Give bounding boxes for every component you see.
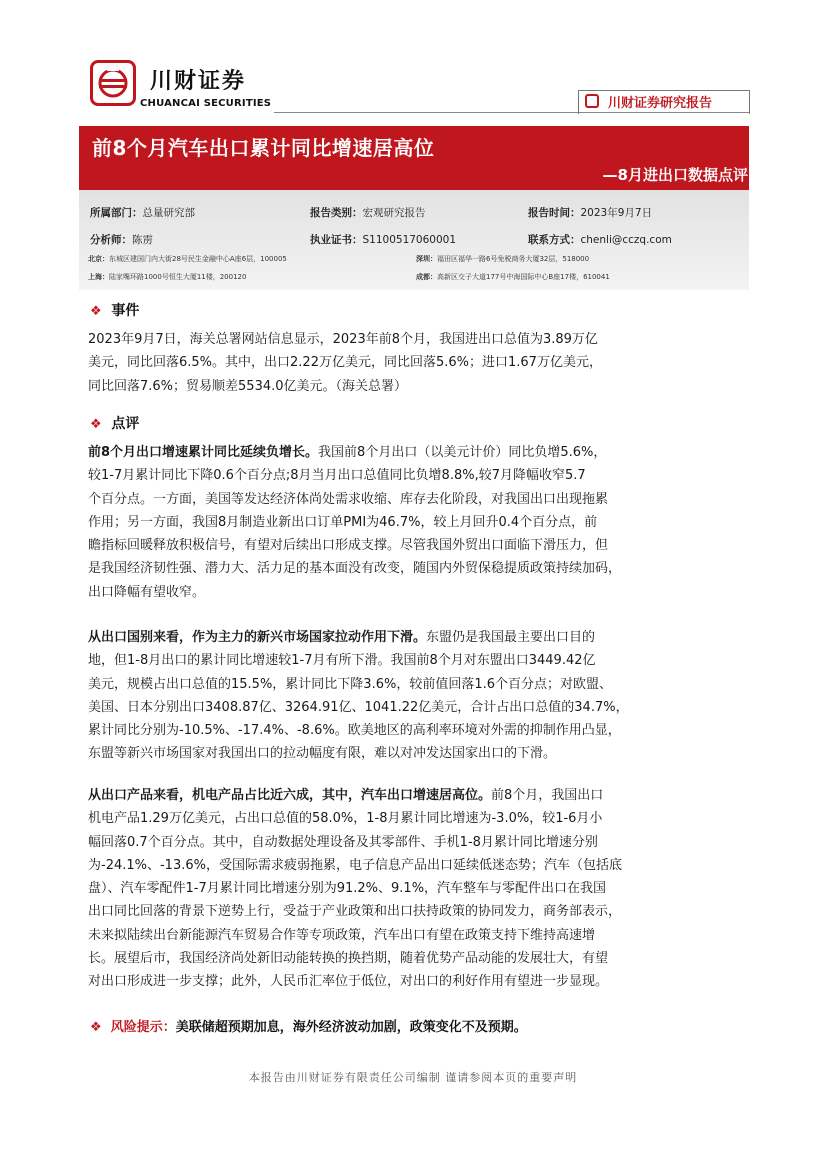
text-line: 美国、日本分别出口3408.87亿、3264.91亿、1041.22亿美元，合计占出口总值的34.7%， bbox=[88, 699, 629, 715]
meta-type: 报告类别：宏观研究报告 bbox=[310, 207, 426, 219]
comment-paragraph-1 bbox=[88, 441, 750, 604]
diamond-bullet-icon: ❖ bbox=[90, 1020, 102, 1035]
meta-analyst: 分析师：陈雳 bbox=[90, 234, 153, 246]
text-line: 幅回落0.7个百分点。其中，自动数据处理设备及其零部件、手机1-8月累计同比增速分别 bbox=[88, 834, 598, 850]
meta-contact: 联系方式：chenli@cczq.com bbox=[528, 234, 672, 246]
report-title: 前8个月汽车出口累计同比增速居高位 bbox=[92, 136, 435, 160]
diamond-bullet-icon: ❖ bbox=[90, 304, 102, 319]
risk-warning: ❖ 风险提示：美联储超预期加息，海外经济波动加剧，政策变化不及预期。 bbox=[90, 1020, 527, 1035]
text-line: 未来拟陆续出台新能源汽车贸易合作等专项政策，汽车出口有望在政策支持下维持高速增 bbox=[88, 927, 596, 943]
report-brand-title: 川财证券研究报告 bbox=[608, 96, 713, 111]
address-beijing: 北京：东城区建国门内大街28号民生金融中心A座6层，100005 bbox=[88, 255, 287, 263]
page-footer: 本报告由川财证券有限责任公司编制 谨请参阅本页的重要声明 bbox=[248, 1071, 578, 1084]
text-line: 从出口国别来看，作为主力的新兴市场国家拉动作用下滑。东盟仍是我国最主要出口目的 bbox=[88, 630, 596, 645]
text-line: 作用；另一方面，我国8月制造业新出口订单PMI为46.7%，较上月回升0.4个百分点，前 bbox=[88, 514, 598, 530]
meta-cert: 执业证书：S1100517060001 bbox=[310, 234, 457, 246]
comment-heading: ❖ 点评 bbox=[90, 416, 140, 432]
report-subtitle: —8月进出口数据点评 bbox=[602, 166, 748, 184]
text-line: 美元，同比回落6.5%。其中，出口2.22万亿美元，同比回落5.6%；进口1.67万亿美元， bbox=[88, 355, 602, 371]
address-shanghai: 上海：陆家嘴环路1000号恒生大厦11楼，200120 bbox=[88, 273, 247, 281]
event-heading: ❖ 事件 bbox=[90, 303, 140, 319]
comment-paragraph-2 bbox=[88, 626, 750, 766]
comment-paragraph-3 bbox=[88, 784, 750, 994]
meta-time: 报告时间：2023年9月7日 bbox=[528, 207, 653, 219]
event-paragraph bbox=[88, 328, 750, 398]
text-line: 累计同比分别为-10.5%、-17.4%、-8.6%。欧美地区的高利率环境对外需的抑制作用凸显， bbox=[88, 723, 621, 739]
text-line: 出口同比回落的背景下逆势上行，受益于产业政策和出口扶持政策的协同发力，商务部表示， bbox=[88, 904, 622, 920]
text-line: 机电产品1.29万亿美元，占出口总值的58.0%，1-8月累计同比增速为-3.0%，较1-6月小 bbox=[88, 811, 603, 827]
logo-chinese-name: 川财证券 bbox=[150, 69, 247, 94]
text-line: 盘）、汽车零配件1-7月累计同比增速分别为91.2%、9.1%，汽车整车与零配件出口在我国 bbox=[88, 881, 607, 897]
meta-dept: 所属部门：总量研究部 bbox=[90, 207, 195, 219]
text-line: 出口降幅有望收窄。 bbox=[88, 584, 206, 600]
text-line: 较1-7月累计同比下降0.6个百分点;8月当月出口总值同比负增8.8%,较7月降幅收窄5.7 bbox=[88, 468, 586, 484]
brand-mark-icon bbox=[585, 94, 599, 108]
address-chengdu: 成都：高新区交子大道177号中海国际中心B座17楼，610041 bbox=[416, 273, 610, 281]
diamond-bullet-icon: ❖ bbox=[90, 417, 102, 432]
text-line: 同比回落7.6%；贸易顺差5534.0亿美元。（海关总署） bbox=[88, 378, 408, 394]
text-line: 东盟等新兴市场国家对我国出口的拉动幅度有限，难以对冲发达国家出口的下滑。 bbox=[88, 746, 557, 762]
text-line: 瞻指标回暖释放积极信号，有望对后续出口形成支撑。尽管我国外贸出口面临下滑压力，但 bbox=[88, 538, 609, 554]
company-logo-icon bbox=[90, 60, 136, 106]
logo-english-name: CHUANCAI SECURITIES bbox=[140, 98, 272, 109]
text-line: 地，但1-8月出口的累计同比增速较1-7月有所下滑。我国前8个月对东盟出口3449.42亿 bbox=[88, 653, 596, 669]
text-line: 是我国经济韧性强、潜力大、活力足的基本面没有改变，随国内外贸保稳提质政策持续加码， bbox=[88, 561, 622, 577]
text-line: 从出口产品来看，机电产品占比近六成，其中，汽车出口增速居高位。前8个月，我国出口 bbox=[88, 788, 604, 803]
text-line: 对出口形成进一步支撑；此外，人民币汇率位于低位，对出口的利好作用有望进一步显现。 bbox=[88, 974, 609, 990]
text-line: 为-24.1%、-13.6%，受国际需求疲弱拖累，电子信息产品出口延续低迷态势；汽车（包括底 bbox=[88, 857, 622, 873]
text-line: 长。展望后市，我国经济尚处新旧动能转换的换挡期，随着优势产品动能的发展壮大，有望 bbox=[88, 951, 609, 967]
text-line: 个百分点。一方面，美国等发达经济体尚处需求收缩、库存去化阶段，对我国出口出现拖累 bbox=[88, 491, 609, 507]
address-shenzhen: 深圳：福田区福华一路6号免税商务大厦32层，518000 bbox=[416, 255, 590, 263]
text-line: 美元，规模占出口总值的15.5%，累计同比下降3.6%，较前值回落1.6个百分点；对欧盟、 bbox=[88, 676, 612, 692]
text-line: 前8个月出口增速累计同比延续负增长。我国前8个月出口（以美元计价）同比负增5.6%， bbox=[88, 445, 607, 460]
text-line: 2023年9月7日，海关总署网站信息显示，2023年前8个月，我国进出口总值为3.89万亿 bbox=[88, 332, 598, 347]
